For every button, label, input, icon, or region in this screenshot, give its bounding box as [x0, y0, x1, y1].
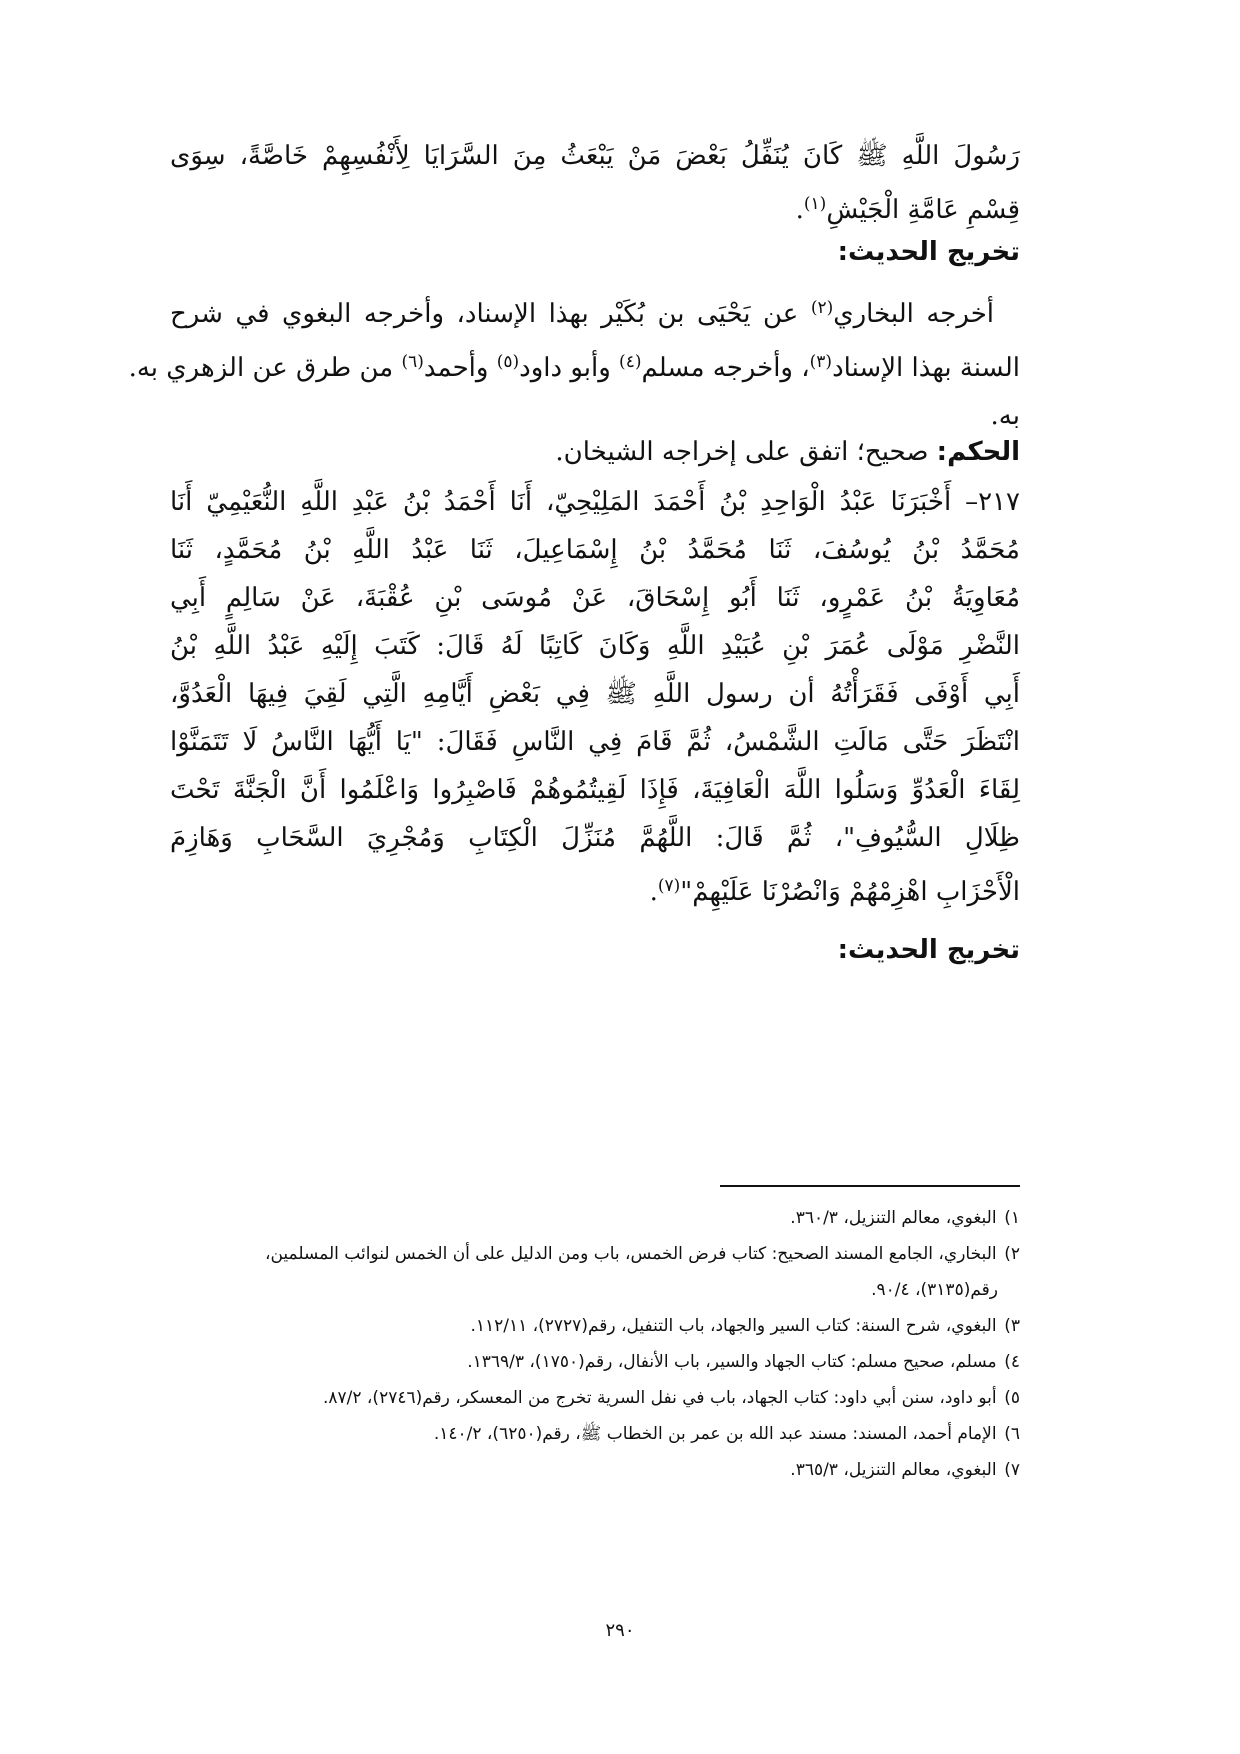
hadith-continuation [170, 132, 1020, 234]
text-segment: . [795, 195, 804, 225]
section-heading: تخريج الحديث: [837, 935, 1020, 965]
ruling-line [170, 428, 1020, 476]
hadith-line: ٢١٧– أَخْبَرَنَا عَبْدُ الْوَاحِدِ بْنُ أَحْمَدَ المَلِيْحِيّ، أَنَا أَحْمَدُ بْنُ عَبْدِ اللَّهِ النُّعَيْمِيّ أَنَا [170, 487, 1020, 517]
text-line [170, 180, 1020, 234]
footnote-number: ١) [1004, 1208, 1020, 1228]
hadith-line: النَّضْرِ مَوْلَى عُمَرَ بْنِ عُبَيْدِ اللَّهِ وَكَانَ كَاتِبًا لَهُ قَالَ: كَتَبَ إِلَيْهِ عَبْدُ اللَّهِ بْنُ [170, 631, 1021, 661]
text-segment: . [649, 877, 658, 907]
footnote-2-continuation: رقم(٣١٣٥)، ٩٠/٤. [871, 1280, 998, 1300]
footnote-ref: (٢) [810, 298, 834, 318]
footnote-separator [720, 1185, 1020, 1187]
footnote-ref: (٧) [657, 876, 681, 896]
ruling-label: الحكم: [936, 437, 1020, 467]
footnote-text: البغوي، معالم التنزيل، ٣٦٥/٣. [790, 1460, 997, 1480]
hadith-line: مُحَمَّدُ بْنُ يُوسُفَ، ثَنَا مُحَمَّدُ بْنُ إِسْمَاعِيلَ، ثَنَا عَبْدُ اللَّهِ بْنُ مُحَمَّدٍ، ثَنَا [170, 535, 1020, 565]
footnote-number: ٥) [1004, 1388, 1020, 1408]
text-line: رَسُولَ اللَّهِ ﷺ كَانَ يُنَفِّلُ بَعْضَ مَنْ يَبْعَثُ مِنَ السَّرَايَا لِأَنْفُسِهِمْ خَاصَّةً، سِوَى [170, 141, 1020, 171]
hadith-line: ظِلَالِ السُّيُوفِ"، ثُمَّ قَالَ: اللَّهُمَّ مُنَزِّلَ الْكِتَابِ وَمُجْرِيَ السَّحَابِ وَهَازِمَ [170, 823, 1020, 853]
footnote-number: ٦) [1004, 1424, 1020, 1444]
footnote-3 [160, 1308, 1020, 1344]
footnote-2 [160, 1236, 1020, 1272]
text-segment: قِسْمِ عَامَّةِ الْجَيْشِ [826, 195, 1020, 225]
footnote-4 [160, 1344, 1020, 1380]
footnote-1 [160, 1200, 1020, 1236]
ruling-text: صحيح؛ اتفق على إخراجه الشيخان. [555, 437, 937, 467]
footnotes [160, 1200, 1020, 1488]
footnote-number: ٣) [1004, 1316, 1020, 1336]
text-segment: عن يَحْيَى بن بُكَيْر بهذا الإسناد، وأخرجه البغوي في شرح [170, 299, 811, 329]
footnote-ref: (٦) [401, 352, 424, 372]
hadith-217 [170, 478, 1020, 916]
footnote-text: البغوي، معالم التنزيل، ٣٦٠/٣. [790, 1208, 997, 1228]
footnote-ref: (١) [803, 194, 827, 214]
footnote-7 [160, 1452, 1020, 1488]
footnote-text: البخاري، الجامع المسند الصحيح: كتاب فرض الخمس، باب ومن الدليل على أن الخمس لنوائب المسلمين، [264, 1244, 997, 1264]
footnote-text: أبو داود، سنن أبي داود: كتاب الجهاد، باب في نفل السرية تخرج من المعسكر، رقم(٢٧٤٦)، ٨٧/٢. [323, 1388, 997, 1408]
footnote-ref: (٥) [496, 352, 520, 372]
text-line [170, 428, 1020, 476]
text-segment: السنة بهذا الإسناد [832, 353, 1020, 383]
page-number: ٢٩٠ [605, 1620, 635, 1641]
text-segment: من طرق عن الزهري به. [128, 353, 402, 383]
footnote-text: الإمام أحمد، المسند: مسند عبد الله بن عمر بن الخطاب ﷺ، رقم(٦٢٥٠)، ١٤٠/٢. [433, 1424, 997, 1444]
footnote-number: ٤) [1004, 1352, 1020, 1372]
text-segment: الْأَحْزَابِ اهْزِمْهُمْ وَانْصُرْنَا عَلَيْهِمْ" [680, 877, 1020, 907]
hadith-line: لِقَاءَ الْعَدُوِّ وَسَلُوا اللَّهَ الْعَافِيَةَ، فَإِذَا لَقِيتُمُوهُمْ فَاصْبِرُوا وَاعْلَمُوا أَنَّ الْجَنَّةَ تَحْتَ [170, 775, 1020, 805]
text-segment: أخرجه البخاري [833, 299, 994, 329]
footnote-ref: (٤) [619, 352, 642, 372]
hadith-line [170, 862, 1020, 916]
footnote-5 [160, 1380, 1020, 1416]
takhrij-paragraph [128, 284, 1020, 440]
footnote-text: مسلم، صحيح مسلم: كتاب الجهاد والسير، باب الأنفال، رقم(١٧٥٠)، ١٣٦٩/٣. [467, 1352, 997, 1372]
footnote-number: ٢) [1004, 1244, 1020, 1264]
footnote-number: ٧) [1004, 1460, 1020, 1480]
text-line: به. [990, 401, 1020, 431]
text-segment: ، وأخرجه مسلم [641, 353, 810, 383]
footnote-6 [160, 1416, 1020, 1452]
hadith-line: أَبِي أَوْفَى فَقَرَأْتُهُ أن رسول اللَّهِ ﷺ فِي بَعْضِ أَيَّامِهِ الَّتِي لَقِيَ فِيهَا الْعَدُوَّ، [170, 679, 1020, 709]
footnote-ref: (٣) [809, 352, 833, 372]
section-heading: تخريج الحديث: [837, 237, 1020, 267]
hadith-line: مُعَاوِيَةُ بْنُ عَمْرٍو، ثَنَا أَبُو إِسْحَاقَ، عَنْ مُوسَى بْنِ عُقْبَةَ، عَنْ سَالِمٍ أَبِي [170, 583, 1020, 613]
text-segment: وأحمد [423, 353, 497, 383]
text-line [128, 338, 1020, 392]
footnote-text: البغوي، شرح السنة: كتاب السير والجهاد، باب التنفيل، رقم(٢٧٢٧)، ١١٢/١١. [470, 1316, 997, 1336]
hadith-line: انْتَظَرَ حَتَّى مَالَتِ الشَّمْسُ، ثُمَّ قَامَ فِي النَّاسِ فَقَالَ: "يَا أَيُّهَا النَّاسُ لَا تَتَمَنَّوْا [170, 727, 1020, 757]
text-line [170, 284, 1020, 338]
text-segment: وأبو داود [519, 353, 620, 383]
